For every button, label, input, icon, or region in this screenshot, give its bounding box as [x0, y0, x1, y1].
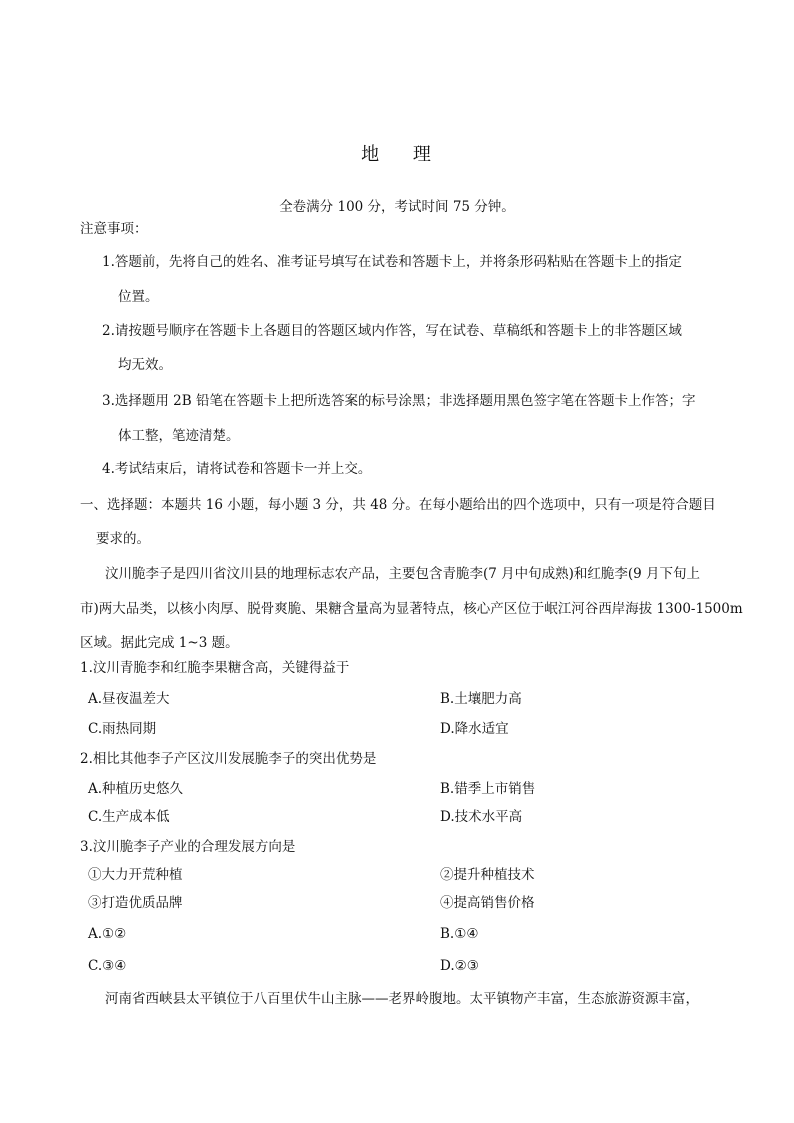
- passage-1-line-2: 市)两大品类，以核小肉厚、脱骨爽脆、果糖含量高为显著特点，核心产区位于岷江河谷西岸海拔 1300-1500m: [80, 601, 743, 617]
- question-3-option-b[interactable]: B.①④: [440, 926, 479, 942]
- notice-item-2-line-1: 2.请按题号顺序在答题卡上各题目的答题区域内作答，写在试卷、草稿纸和答题卡上的非答题区域: [102, 323, 682, 339]
- question-2-stem: 2.相比其他李子产区汶川发展脆李子的突出优势是: [80, 751, 377, 767]
- question-3-option-a[interactable]: A.①②: [88, 926, 127, 942]
- title-char-2: 理: [412, 144, 433, 165]
- question-3-statement-3: ③打造优质品牌: [88, 895, 183, 911]
- question-2-option-d[interactable]: D.技术水平高: [440, 809, 523, 825]
- question-1-option-b[interactable]: B.土壤肥力高: [440, 691, 522, 707]
- question-3-stem: 3.汶川脆李子产业的合理发展方向是: [80, 839, 296, 855]
- question-3-statement-4: ④提高销售价格: [440, 895, 535, 911]
- question-3-option-c[interactable]: C.③④: [88, 958, 127, 974]
- notice-item-3-line-2: 体工整，笔迹清楚。: [118, 428, 240, 444]
- page-title: [0, 140, 794, 166]
- passage-1-line-1: 汶川脆李子是四川省汶川县的地理标志农产品，主要包含青脆李(7 月中旬成熟)和红脆李(9 月下旬上: [105, 566, 701, 582]
- question-2-option-a[interactable]: A.种植历史悠久: [88, 781, 184, 797]
- notice-item-3-line-1: 3.选择题用 2B 铅笔在答题卡上把所选答案的标号涂黑；非选择题用黑色签字笔在答题卡上作答；字: [102, 393, 696, 409]
- exam-info: 全卷满分 100 分，考试时间 75 分钟。: [279, 199, 515, 215]
- notice-item-1-line-2: 位置。: [118, 289, 159, 305]
- notice-item-1-line-1: 1.答题前，先将自己的姓名、准考证号填写在试卷和答题卡上，并将条形码粘贴在答题卡上的指定: [102, 254, 682, 270]
- question-1-option-c[interactable]: C.雨热同期: [88, 721, 157, 737]
- title-char-1: 地: [361, 144, 382, 165]
- section-1-heading-line-2: 要求的。: [96, 531, 150, 547]
- question-2-option-c[interactable]: C.生产成本低: [88, 809, 170, 825]
- question-2-option-b[interactable]: B.错季上市销售: [440, 781, 536, 797]
- question-1-option-a[interactable]: A.昼夜温差大: [88, 691, 170, 707]
- passage-1-line-3: 区域。据此完成 1~3 题。: [80, 635, 239, 651]
- question-3-option-d[interactable]: D.②③: [440, 958, 479, 974]
- notice-item-4: 4.考试结束后，请将试卷和答题卡一并上交。: [102, 461, 372, 477]
- notice-heading: 注意事项：: [80, 221, 148, 237]
- question-1-option-d[interactable]: D.降水适宜: [440, 721, 509, 737]
- question-3-statement-1: ①大力开荒种植: [88, 867, 183, 883]
- question-3-statement-2: ②提升种植技术: [440, 867, 535, 883]
- question-1-stem: 1.汶川青脆李和红脆李果糖含高，关键得益于: [80, 660, 350, 676]
- notice-item-2-line-2: 均无效。: [118, 357, 172, 373]
- passage-2-line-1: 河南省西峡县太平镇位于八百里伏牛山主脉——老界岭腹地。太平镇物产丰富，生态旅游资源丰富，: [105, 991, 699, 1007]
- section-1-heading: 一、选择题：本题共 16 小题，每小题 3 分，共 48 分。在每小题给出的四个选项中，只有一项是符合题目: [80, 497, 716, 513]
